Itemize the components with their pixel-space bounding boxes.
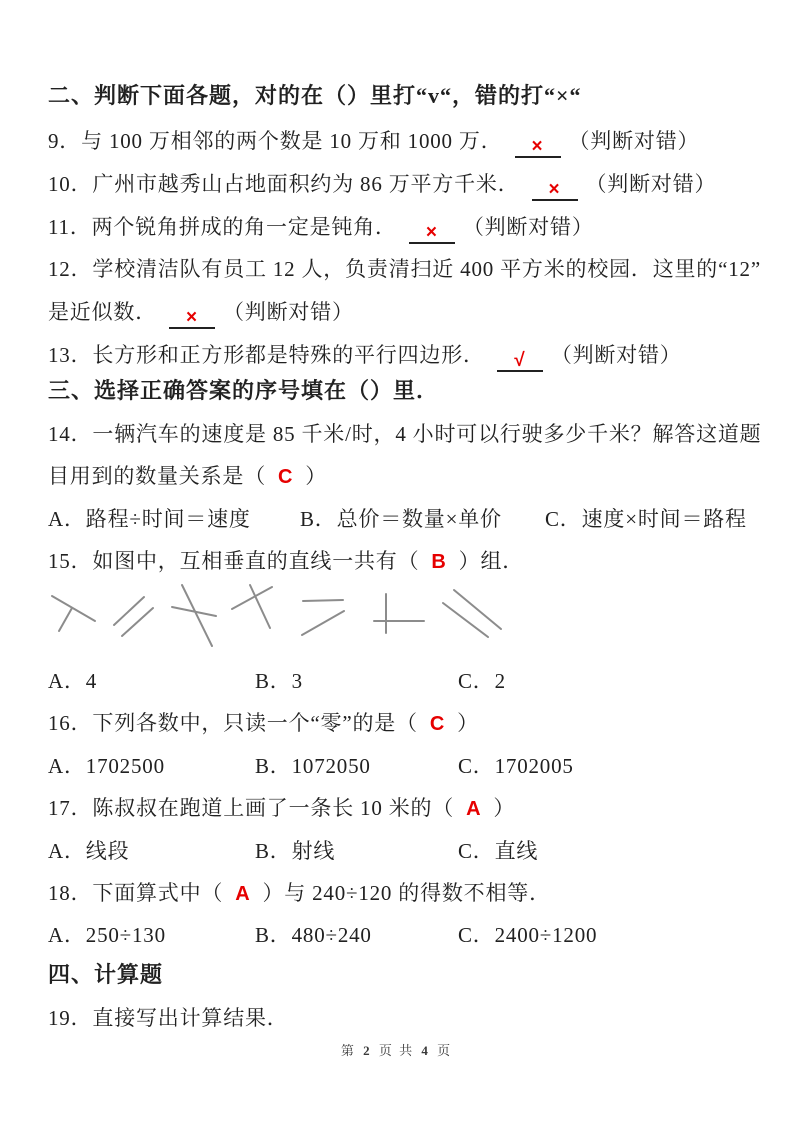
question-10-judge-label: （判断对错）: [585, 172, 717, 196]
question-18-answer-letter: A: [235, 883, 251, 905]
section-heading-choice: 三、选择正确答案的序号填在（）里．: [48, 378, 440, 403]
question-14-line1: [48, 420, 762, 448]
question-11: [48, 213, 758, 244]
footer-page-number: 2: [363, 1043, 372, 1058]
question-15-text-end: ）组．: [458, 549, 525, 573]
question-17-text: 17．陈叔叔在跑道上画了一条长 10 米的（: [48, 796, 455, 820]
question-18-options: [48, 921, 758, 951]
question-12-line1: [48, 255, 761, 283]
question-19-text: 19．直接写出计算结果．: [48, 1006, 289, 1030]
question-15-option-b: B．3: [255, 669, 303, 693]
question-9-text: 9．与 100 万相邻的两个数是 10 万和 1000 万．: [48, 129, 503, 153]
question-11-answer-blank: [409, 217, 455, 244]
question-9-answer-blank: [515, 131, 561, 158]
question-18-text-end: ）与 240÷120 的得数不相等．: [262, 881, 551, 905]
question-17-option-b: B．射线: [255, 839, 336, 863]
question-16-text: 16．下列各数中，只读一个“零”的是（: [48, 711, 418, 735]
footer-total-pages: 4: [421, 1043, 430, 1058]
question-16-options: [48, 752, 758, 782]
question-13-answer-mark: √: [514, 350, 526, 371]
question-17-answer-letter: A: [466, 798, 482, 820]
question-14-option-b: B．总价＝数量×单价: [300, 507, 502, 531]
question-13-text: 13．长方形和正方形都是特殊的平行四边形．: [48, 343, 485, 367]
question-11-answer-mark: ×: [425, 222, 438, 243]
question-15-stem: [48, 547, 758, 576]
section-heading-judge: 二、判断下面各题，对的在（）里打“v“，错的打“×“: [48, 83, 582, 108]
question-12-line2: [48, 298, 758, 329]
question-14-text-cont: 目用到的数量关系是（: [48, 464, 266, 488]
question-18-stem: [48, 879, 758, 908]
question-17-option-c: C．直线: [458, 839, 539, 863]
question-13: [48, 341, 758, 372]
question-15-option-a: A．4: [48, 669, 98, 693]
question-15-answer-letter: B: [431, 551, 447, 573]
question-18-text: 18．下面算式中（: [48, 881, 224, 905]
question-12-text: 12．学校清洁队有员工 12 人，负责清扫近 400 平方米的校园．这里的“12”: [48, 257, 761, 281]
question-12-judge-label: （判断对错）: [223, 300, 354, 324]
question-14-answer-letter: C: [278, 466, 294, 488]
section-heading-calc: 四、计算题: [48, 962, 164, 987]
question-9: [48, 127, 758, 158]
question-13-answer-blank: [497, 345, 543, 372]
question-16-option-b: B．1072050: [255, 754, 371, 778]
question-14-option-a: A．路程÷时间＝速度: [48, 507, 251, 531]
question-14-paren-close: ）: [305, 464, 328, 488]
question-15-text: 15．如图中，互相垂直的直线一共有（: [48, 549, 420, 573]
question-18-option-c: C．2400÷1200: [458, 923, 598, 947]
question-10: [48, 170, 758, 201]
question-15-option-c: C．2: [458, 669, 506, 693]
question-17-options: [48, 837, 758, 867]
question-18-option-a: A．250÷130: [48, 923, 166, 947]
question-12-text-cont: 是近似数．: [48, 300, 157, 324]
question-17-paren-close: ）: [493, 796, 516, 820]
question-9-judge-label: （判断对错）: [568, 129, 700, 153]
question-16-option-a: A．1702500: [48, 754, 165, 778]
question-19: [48, 1004, 758, 1032]
page-footer: [0, 1040, 793, 1059]
question-11-judge-label: （判断对错）: [462, 215, 594, 239]
question-14-options: [48, 505, 758, 535]
question-12-answer-mark: ×: [186, 307, 198, 328]
question-14-line2: [48, 462, 758, 491]
question-14-option-c: C．速度×时间＝路程: [545, 507, 747, 531]
footer-suffix: 页: [437, 1043, 453, 1058]
question-18-option-b: B．480÷240: [255, 923, 372, 947]
question-10-text: 10．广州市越秀山占地面积约为 86 万平方千米．: [48, 172, 520, 196]
question-16-stem: [48, 709, 758, 738]
question-15-lines-figure: [42, 578, 512, 658]
footer-prefix: 第: [340, 1043, 356, 1058]
question-11-text: 11．两个锐角拼成的角一定是钝角．: [48, 215, 397, 239]
question-13-judge-label: （判断对错）: [550, 343, 682, 367]
question-16-option-c: C．1702005: [458, 754, 574, 778]
question-16-paren-close: ）: [457, 711, 479, 735]
question-14-text: 14．一辆汽车的速度是 85 千米/时，4 小时可以行驶多少千米？解答这道题: [48, 422, 762, 446]
question-10-answer-blank: [532, 174, 578, 201]
question-17-option-a: A．线段: [48, 839, 130, 863]
question-9-answer-mark: ×: [531, 136, 544, 157]
footer-middle: 页 共: [378, 1043, 415, 1058]
question-10-answer-mark: ×: [548, 179, 561, 200]
question-12-answer-blank: [169, 302, 215, 329]
question-15-options: [48, 667, 758, 697]
question-17-stem: [48, 794, 758, 823]
question-16-answer-letter: C: [429, 713, 446, 735]
